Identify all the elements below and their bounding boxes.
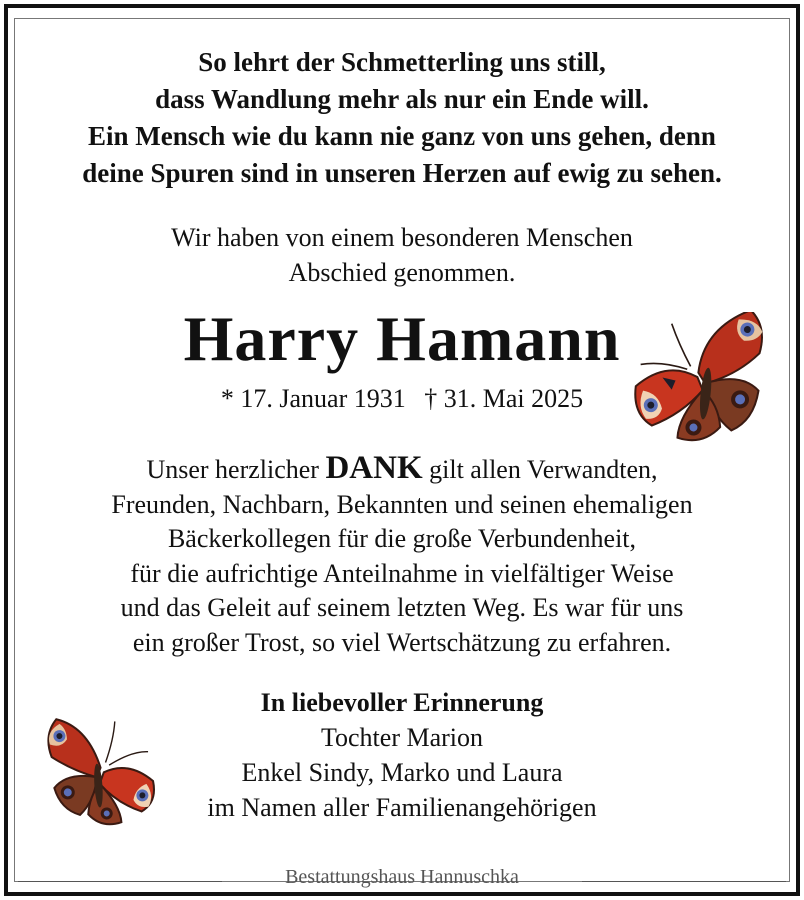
thanks-line: für die aufrichtige Anteilnahme in vielfältiger Weise (130, 558, 674, 588)
intro-text (0, 220, 804, 290)
butterfly-icon (624, 312, 780, 446)
thanks-line: und das Geleit auf seinem letzten Weg. Es war für uns (120, 593, 684, 622)
deceased-name: Harry Hamann (183, 303, 621, 374)
poem-line: Ein Mensch wie du kann nie ganz von uns gehen, denn (88, 121, 716, 151)
death-date: † 31. Mai 2025 (424, 384, 584, 413)
poem (0, 44, 804, 192)
thanks-suffix: gilt allen Verwandten, (429, 455, 658, 484)
remembrance-line: im Namen aller Familienangehörigen (207, 793, 597, 822)
poem-line: dass Wandlung mehr als nur ein Ende will. (155, 84, 649, 114)
remembrance-heading: In liebevoller Erinnerung (260, 688, 544, 717)
poem-line: So lehrt der Schmetterling uns still, (198, 47, 606, 77)
thanks-emphasis: DANK (325, 450, 423, 486)
remembrance-line: Enkel Sindy, Marko und Laura (241, 758, 563, 787)
funeral-home-name: Bestattungshaus Hannuschka (285, 866, 519, 888)
remembrance-line: Tochter Marion (320, 723, 484, 752)
thanks-first-line (0, 451, 804, 488)
birth-date: * 17. Januar 1931 (220, 384, 406, 413)
thanks-line: Bäckerkollegen für die große Verbundenheit, (167, 524, 637, 553)
butterfly-icon (40, 716, 164, 826)
intro-line: Abschied genommen. (288, 258, 516, 287)
footer (0, 862, 804, 892)
intro-line: Wir haben von einem besonderen Menschen (171, 223, 633, 252)
thanks-line: ein großer Trost, so viel Wertschätzung zu erfahren. (132, 627, 672, 657)
thanks-text (0, 451, 804, 660)
thanks-prefix: Unser herzlicher (146, 455, 319, 484)
poem-line: deine Spuren sind in unseren Herzen auf ewig zu sehen. (82, 158, 722, 188)
thanks-line: Freunden, Nachbarn, Bekannten und seinen ehemaligen (111, 489, 693, 519)
